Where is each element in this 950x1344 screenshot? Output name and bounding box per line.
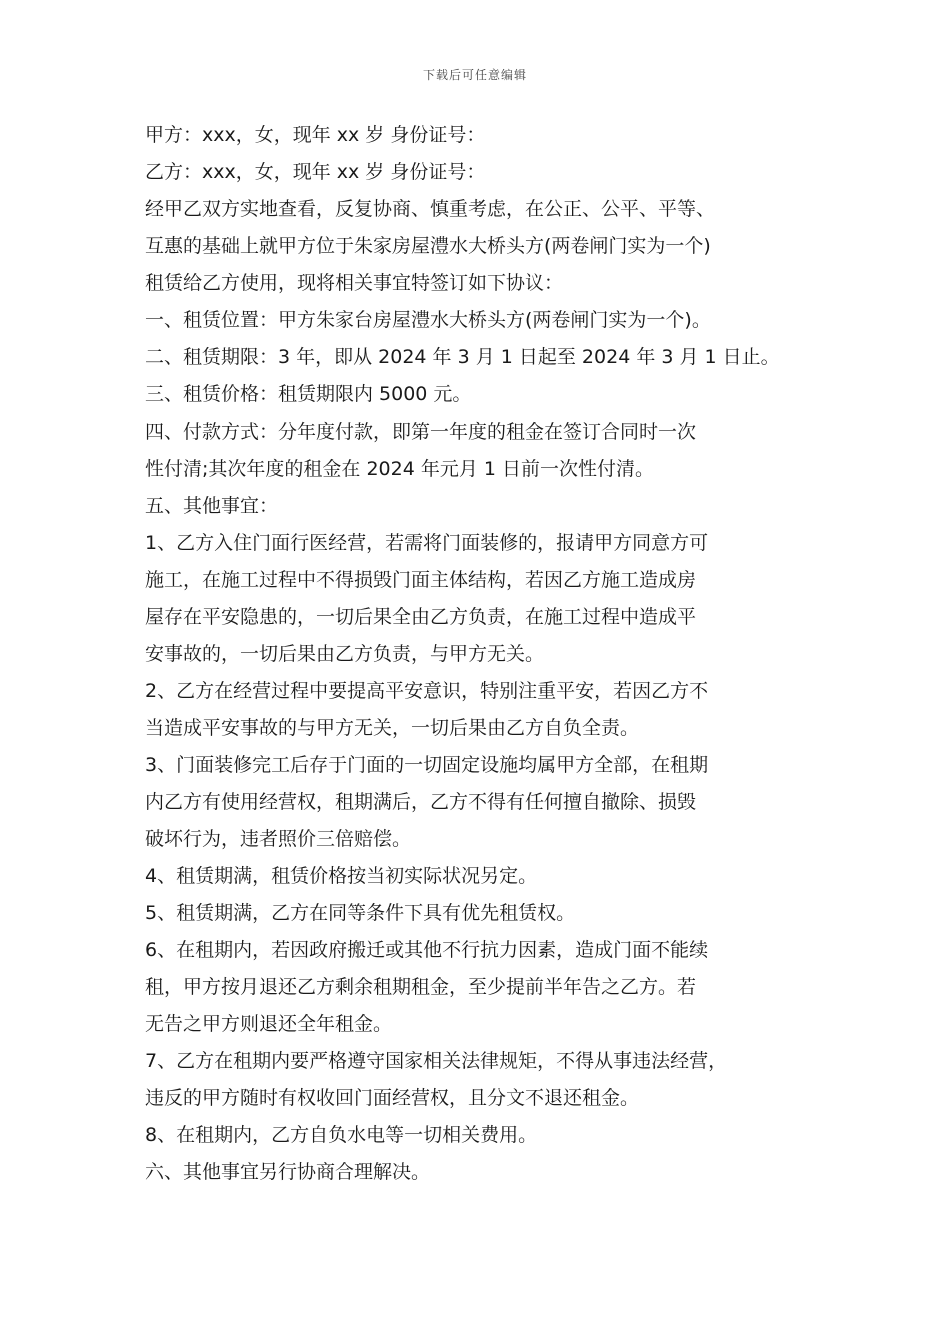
item-3-cont: 内乙方有使用经营权，租期满后，乙方不得有任何擅自撤除、损毁 bbox=[145, 791, 697, 813]
item-1-cont: 安事故的，一切后果由乙方负责，与甲方无关。 bbox=[145, 643, 545, 665]
item-2-cont: 当造成平安事故的与甲方无关，一切后果由乙方自负全责。 bbox=[145, 717, 640, 739]
paragraph-line: 互惠的基础上就甲方位于朱家房屋澧水大桥头方(两卷闸门实为一个) bbox=[145, 235, 711, 257]
item-6-cont: 无告之甲方则退还全年租金。 bbox=[145, 1013, 393, 1035]
item-1-cont: 施工，在施工过程中不得损毁门面主体结构，若因乙方施工造成房 bbox=[145, 569, 697, 591]
clause-price: 三、租赁价格：租赁期限内 5000 元。 bbox=[145, 383, 472, 405]
paragraph-line: 租赁给乙方使用，现将相关事宜特签订如下协议： bbox=[145, 272, 564, 294]
clause-payment-cont: 性付清;其次年度的租金在 2024 年元月 1 日前一次性付清。 bbox=[145, 458, 655, 480]
item-3-cont: 破坏行为，违者照价三倍赔偿。 bbox=[145, 828, 412, 850]
clause-location: 一、租赁位置：甲方朱家台房屋澧水大桥头方(两卷闸门实为一个)。 bbox=[145, 309, 711, 331]
item-1: 1、乙方入住门面行医经营，若需将门面装修的，报请甲方同意方可 bbox=[145, 532, 709, 554]
item-8: 8、在租期内，乙方自负水电等一切相关费用。 bbox=[145, 1124, 538, 1146]
clause-term: 二、租赁期限：3 年，即从 2024 年 3 月 1 日起至 2024 年 3 月 1 日止。 bbox=[145, 346, 780, 368]
page-header: 下载后可任意编辑 bbox=[422, 68, 527, 82]
clause-other-heading: 五、其他事宜： bbox=[145, 495, 279, 517]
party-b-line: 乙方：xxx，女，现年 xx 岁 身份证号： bbox=[145, 161, 486, 183]
paragraph-line: 经甲乙双方实地查看，反复协商、慎重考虑，在公正、公平、平等、 bbox=[145, 198, 716, 220]
clause-payment: 四、付款方式：分年度付款，即第一年度的租金在签订合同时一次 bbox=[145, 421, 697, 443]
item-7-cont: 违反的甲方随时有权收回门面经营权，且分文不退还租金。 bbox=[145, 1087, 640, 1109]
item-1-cont: 屋存在平安隐患的，一切后果全由乙方负责，在施工过程中造成平 bbox=[145, 606, 697, 628]
item-4: 4、租赁期满，租赁价格按当初实际状况另定。 bbox=[145, 865, 538, 887]
item-6-cont: 租，甲方按月退还乙方剩余租期租金，至少提前半年告之乙方。若 bbox=[145, 976, 697, 998]
item-3: 3、门面装修完工后存于门面的一切固定设施均属甲方全部，在租期 bbox=[145, 754, 709, 776]
party-a-line: 甲方：xxx，女，现年 xx 岁 身份证号： bbox=[145, 124, 486, 146]
item-2: 2、乙方在经营过程中要提高平安意识，特别注重平安，若因乙方不 bbox=[145, 680, 709, 702]
item-7: 7、乙方在租期内要严格遵守国家相关法律规矩，不得从事违法经营， bbox=[145, 1050, 728, 1072]
item-6: 6、在租期内，若因政府搬迁或其他不行抗力因素，造成门面不能续 bbox=[145, 939, 709, 961]
item-5: 5、租赁期满，乙方在同等条件下具有优先租赁权。 bbox=[145, 902, 576, 924]
clause-six: 六、其他事宜另行协商合理解决。 bbox=[145, 1161, 431, 1183]
